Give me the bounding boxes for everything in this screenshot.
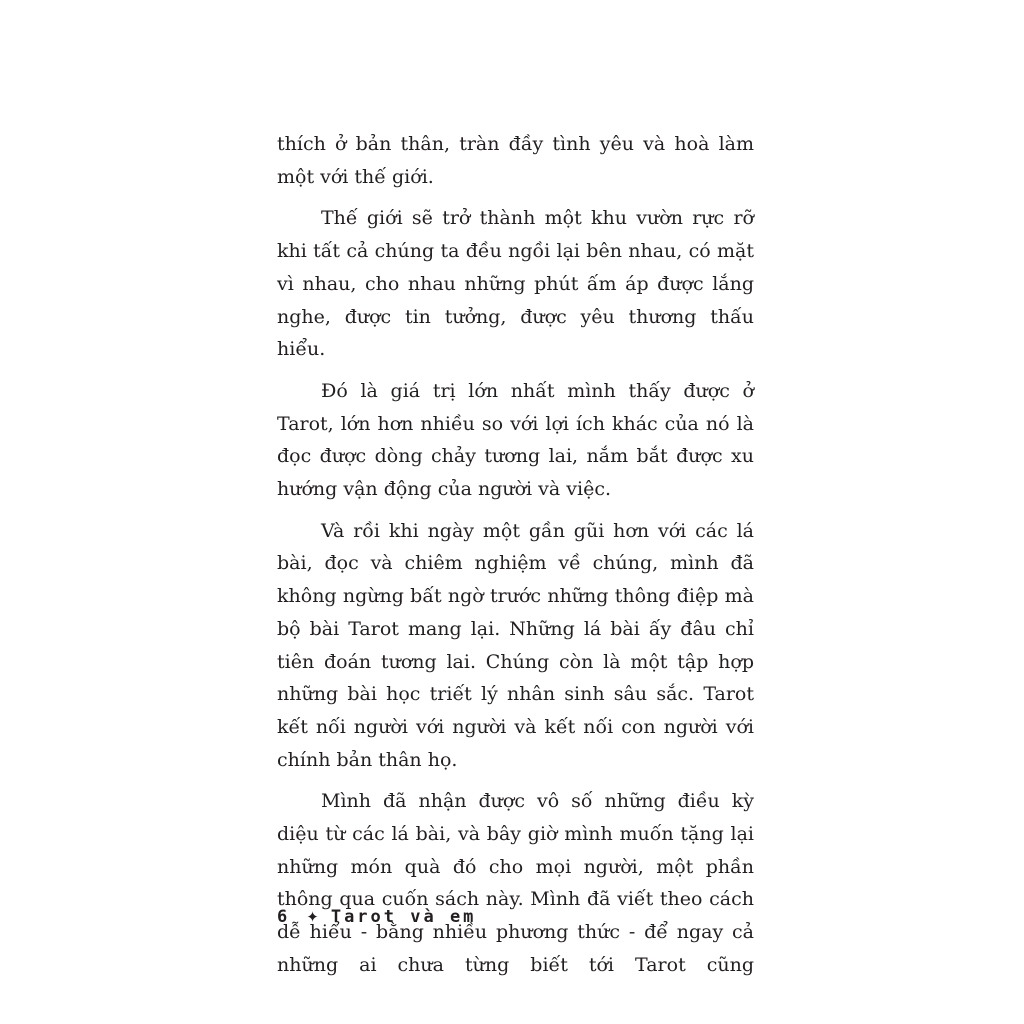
page-footer bbox=[277, 903, 476, 931]
paragraph: Mình đã nhận được vô số những điều kỳ diệu từ các lá bài, và bây giờ mình muốn tặng lại những món quà đó cho mọi người, một phần thông qua cuốn sách này. Mình đã viết theo cách dễ hiểu - bằng nhiều phương thức - để ngay cả những ai chưa từng biết tới Tarot cũng bbox=[277, 790, 754, 976]
paragraph: thích ở bản thân, tràn đầy tình yêu và hoà làm một với thế giới. bbox=[277, 133, 754, 188]
star-separator-icon: ✦ bbox=[306, 908, 319, 926]
running-title: Tarot và em bbox=[330, 907, 477, 927]
paragraph: Và rồi khi ngày một gần gũi hơn với các lá bài, đọc và chiêm nghiệm về chúng, mình đã không ngừng bất ngờ trước những thông điệp mà bộ bài Tarot mang lại. Những lá bài ấy đâu chỉ tiên đoán tương lai. Chúng còn là một tập hợp những bài học triết lý nhân sinh sâu sắc. Tarot kết nối người với người và kết nối con người với chính bản thân họ. bbox=[277, 519, 754, 771]
paragraph: Đó là giá trị lớn nhất mình thấy được ở Tarot, lớn hơn nhiều so với lợi ích khác của nó là đọc được dòng chảy tương lai, nắm bắt được xu hướng vận động của người và việc. bbox=[277, 379, 754, 501]
body-text bbox=[277, 128, 754, 982]
paragraph: Thế giới sẽ trở thành một khu vườn rực rỡ khi tất cả chúng ta đều ngồi lại bên nhau, có mặt vì nhau, cho nhau những phút ấm áp được lắng nghe, được tin tưởng, được yêu thương thấu hiểu. bbox=[277, 207, 754, 361]
page-number: 6 bbox=[277, 907, 289, 927]
